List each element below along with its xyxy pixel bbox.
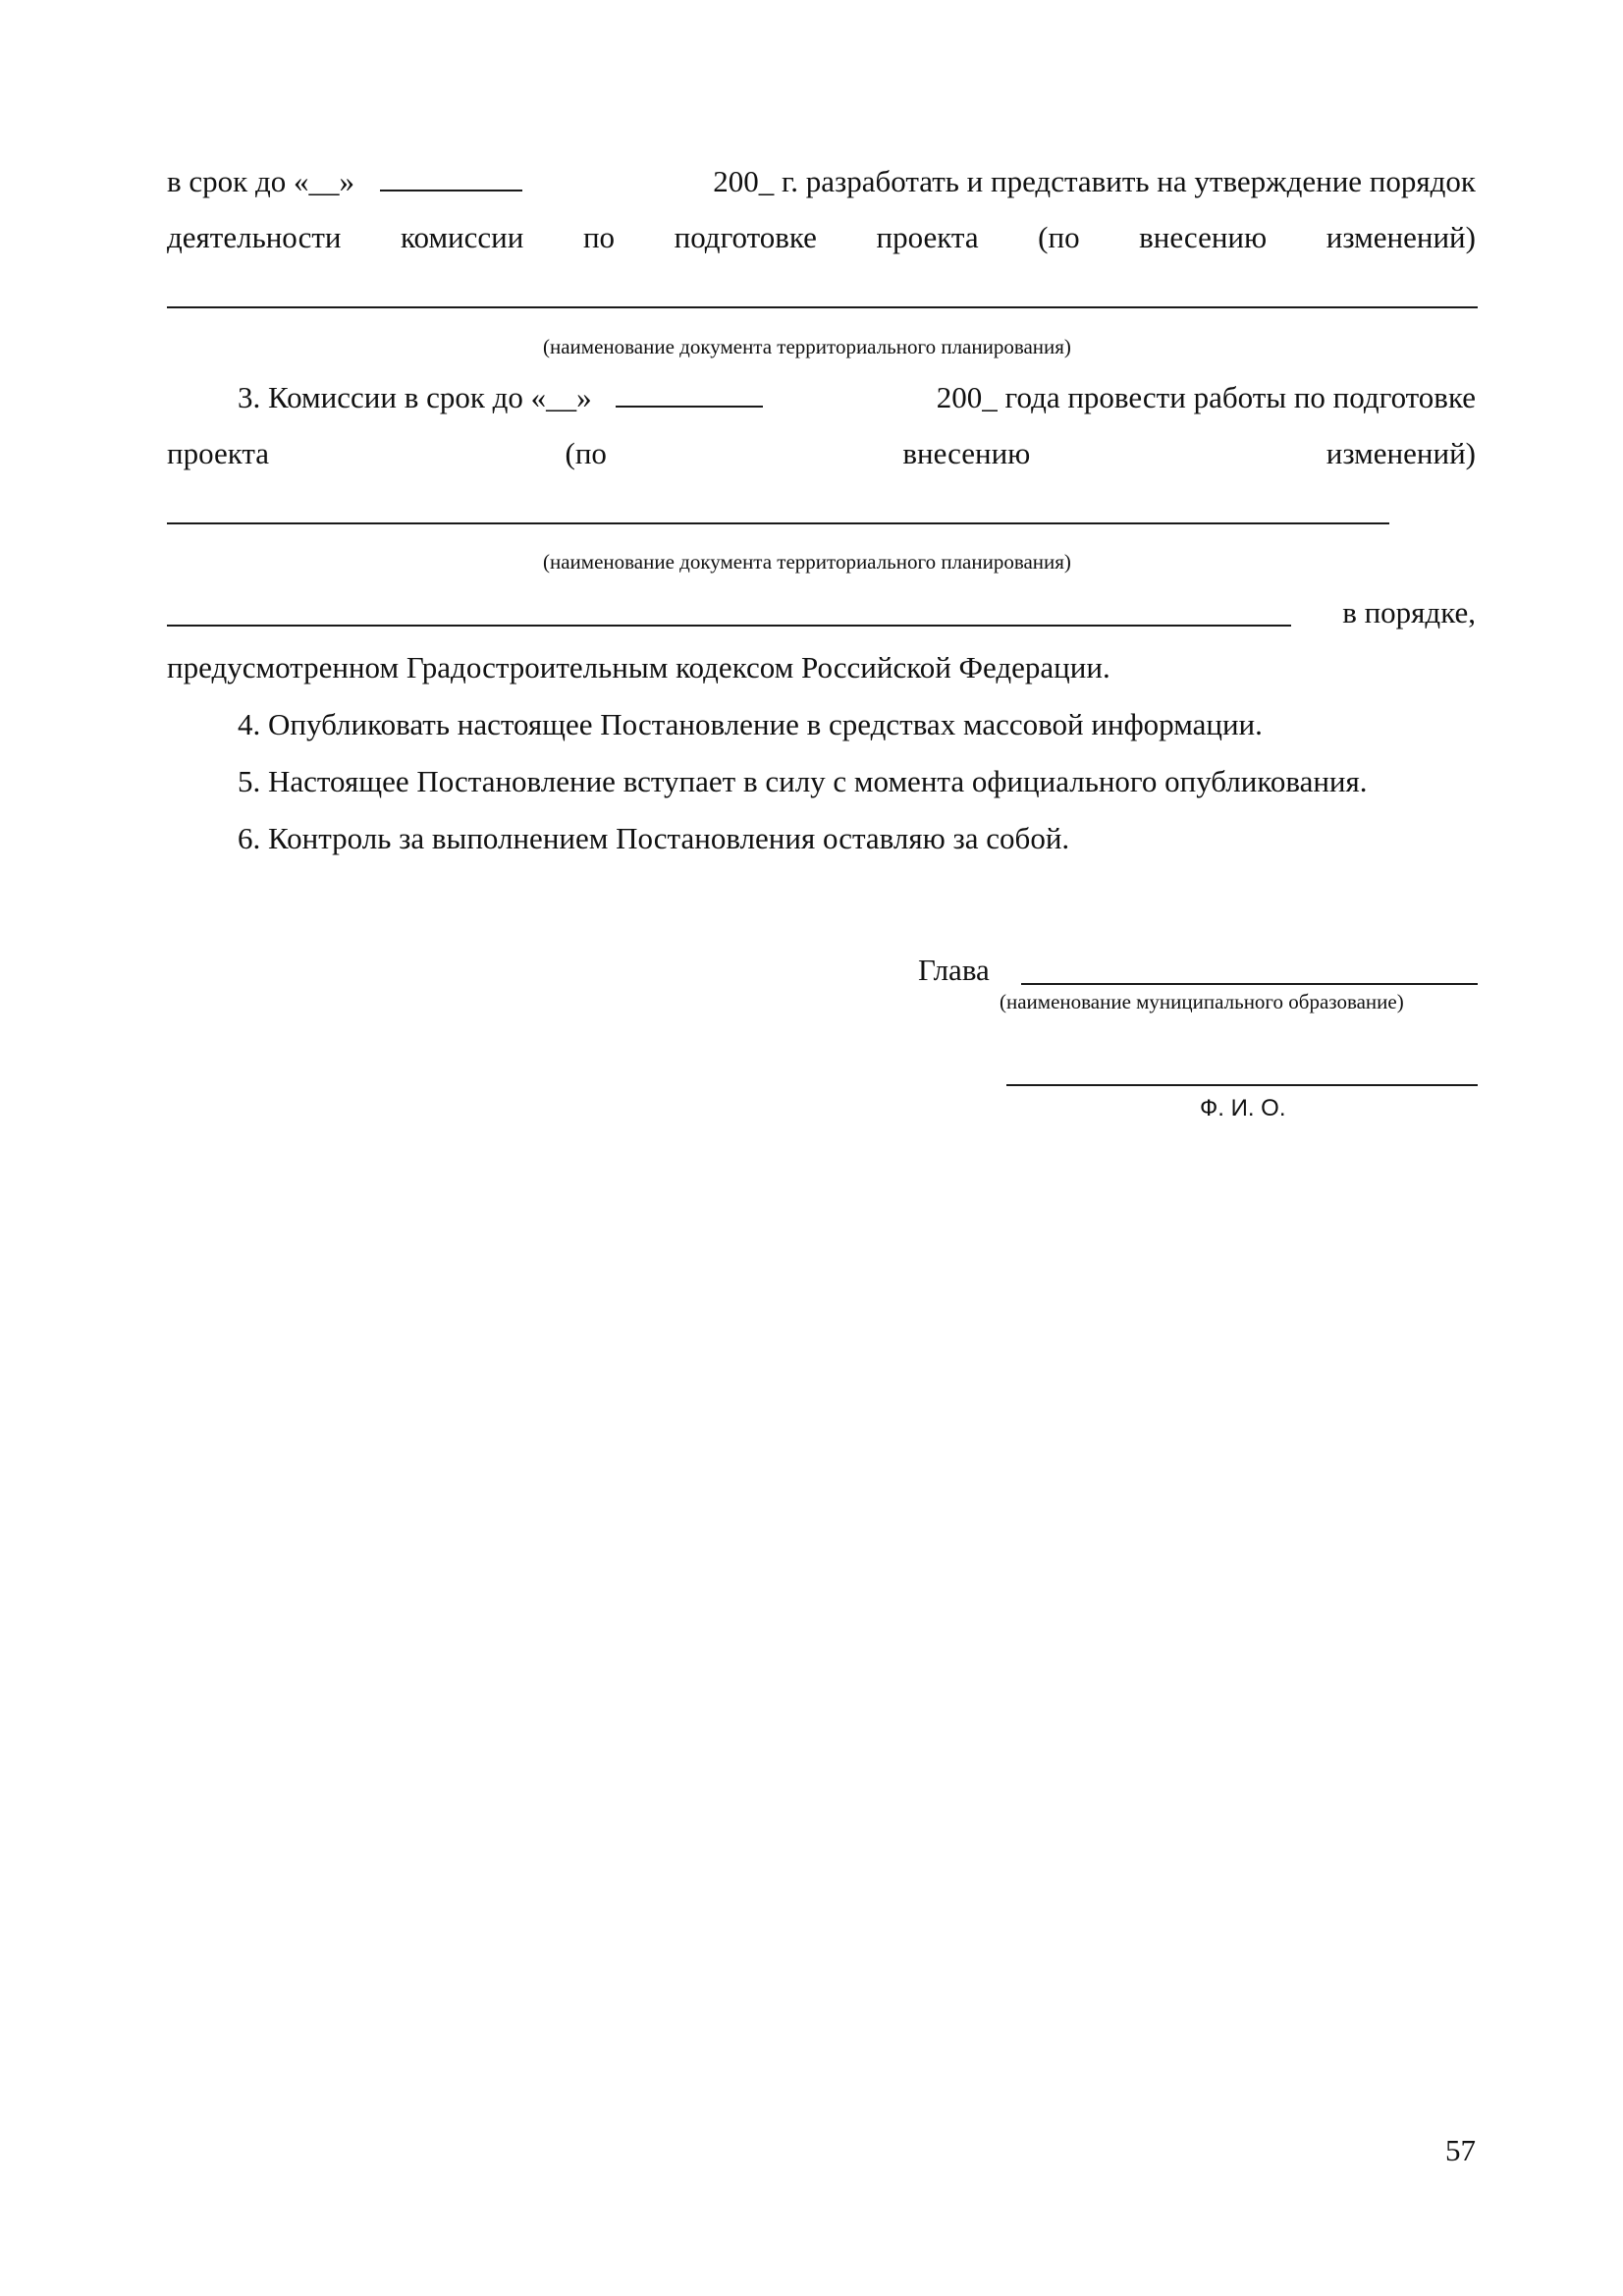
word: изменений) bbox=[1325, 220, 1476, 254]
p3-document-caption: (наименование документа территориального планирования) bbox=[543, 550, 1071, 574]
word: комиссии bbox=[401, 220, 524, 254]
p3-line1-end: 200_ года провести работы по подготовке bbox=[936, 380, 1476, 414]
word: деятельности bbox=[167, 220, 342, 254]
p3-line2 bbox=[167, 434, 1476, 473]
p3-line4: предусмотренном Градостроительным кодексом Российской Федерации. bbox=[167, 650, 1110, 684]
p2-document-name-rule bbox=[167, 306, 1478, 308]
word: (по bbox=[565, 436, 607, 470]
word: проекта bbox=[876, 220, 979, 254]
p2-line1 bbox=[167, 162, 1476, 201]
item-6: 6. Контроль за выполнением Постановления оставляю за собой. bbox=[238, 821, 1070, 855]
p3-document-name-rule bbox=[167, 522, 1389, 524]
word: изменений) bbox=[1325, 436, 1476, 470]
word: внесению bbox=[902, 436, 1031, 470]
p2-line2 bbox=[167, 218, 1476, 257]
p3-line3-tail: в порядке, bbox=[1342, 595, 1476, 629]
page-number: 57 bbox=[1445, 2133, 1476, 2167]
signature-head-caption: (наименование муниципального образование) bbox=[1000, 990, 1404, 1013]
signature-name-caption: Ф. И. О. bbox=[1200, 1095, 1286, 1121]
word: по bbox=[582, 220, 616, 254]
word: (по bbox=[1038, 220, 1080, 254]
p2-date-blank bbox=[380, 164, 522, 191]
p3-continuation-rule bbox=[167, 625, 1291, 627]
word: внесению bbox=[1139, 220, 1268, 254]
p3-line1 bbox=[167, 378, 1476, 417]
p3-date-blank bbox=[616, 380, 763, 408]
item-4: 4. Опубликовать настоящее Постановление в средствах массовой информации. bbox=[238, 707, 1263, 741]
p2-line1-end: 200_ г. разработать и представить на утверждение порядок bbox=[713, 164, 1476, 198]
p2-deadline-text: в срок до «__» bbox=[167, 164, 354, 198]
p2-line1-start bbox=[167, 162, 526, 201]
p2-document-caption: (наименование документа территориального планирования) bbox=[543, 335, 1071, 358]
signature-head-rule bbox=[1021, 983, 1478, 985]
signature-head-label: Глава bbox=[918, 953, 990, 987]
signature-name-rule bbox=[1006, 1084, 1478, 1086]
item-5: 5. Настоящее Постановление вступает в силу с момента официального опубликования. bbox=[238, 764, 1368, 798]
word: подготовке bbox=[674, 220, 817, 254]
p3-deadline-text: 3. Комиссии в срок до «__» bbox=[238, 380, 592, 414]
word: проекта bbox=[167, 436, 270, 470]
p3-line1-start bbox=[167, 378, 767, 417]
